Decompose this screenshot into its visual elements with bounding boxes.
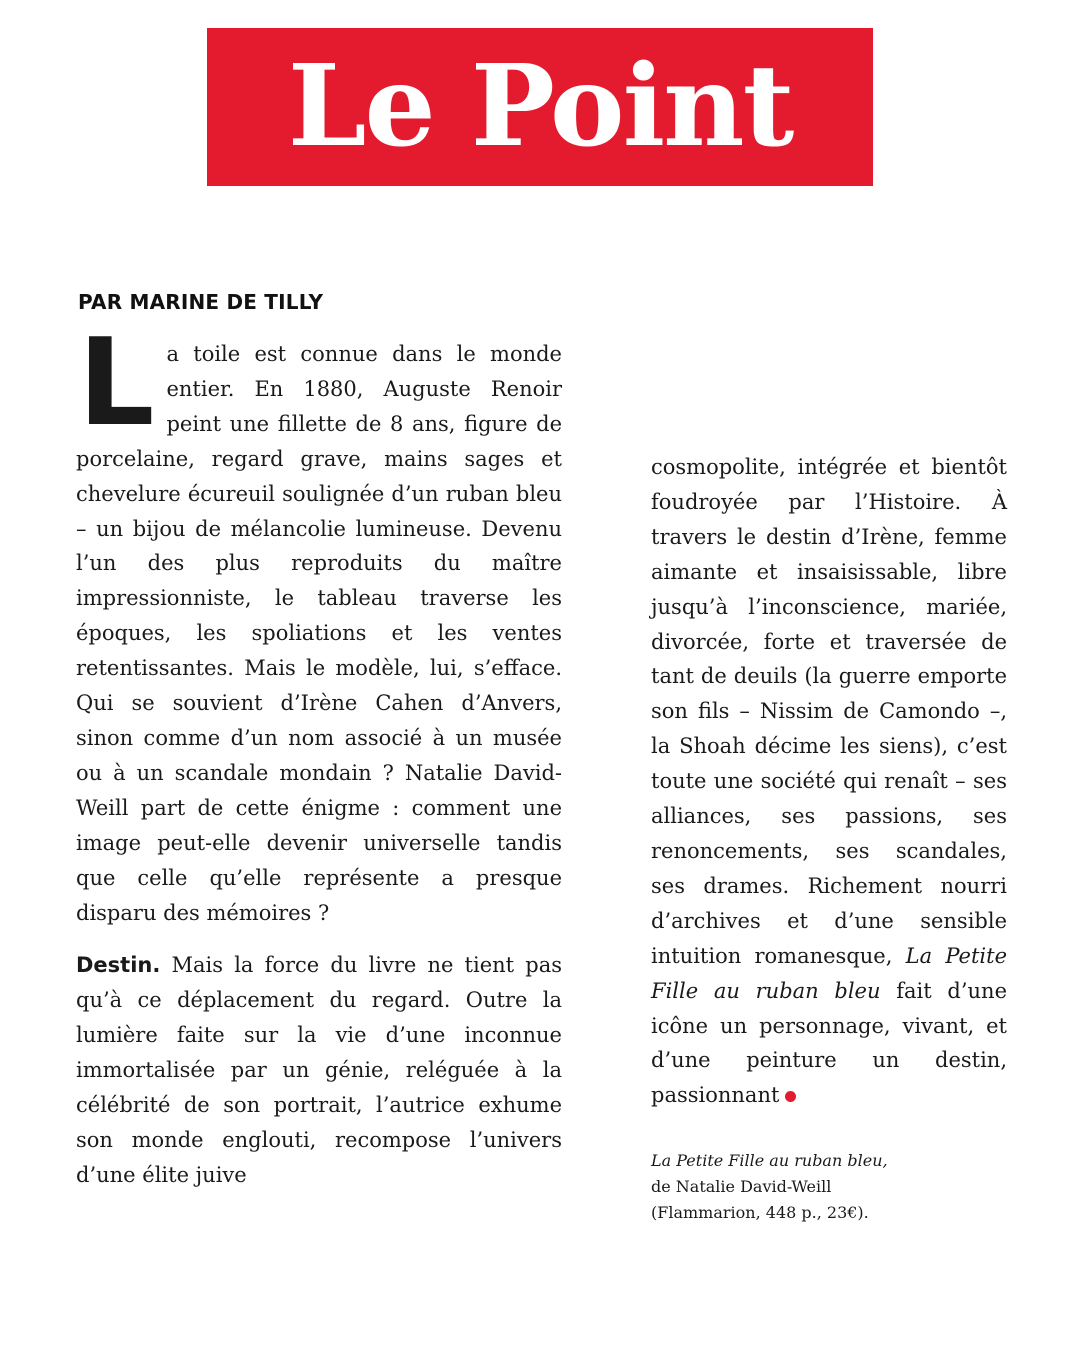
article-paragraph-2 <box>76 948 562 1192</box>
paragraph-2-text-right-b: fait d’une icône un personnage, vivant, et d’une peinture un destin, passionnant <box>651 978 1007 1108</box>
caption-book-title: La Petite Fille au ruban bleu, <box>651 1151 888 1170</box>
article-paragraph-2-continued <box>651 450 1007 1113</box>
paragraph-1-text: a toile est connue dans le monde entier. En 1880, Auguste Renoir peint une fillette de 8 ans, figure de porcelaine, regard grave, mains sages et chevelure écureuil soulignée d’un ruban bleu – un bijou de mélancolie lumineuse. Devenu l’un des plus reproduits du maître impressionniste, le tableau traverse les époques, les spoliations et les ventes retentissantes. Mais le modèle, lui, s’efface. Qui se souvient d’Irène Cahen d’Anvers, sinon comme d’un nom associé à un musée ou à un scandale mondain ? Natalie David-Weill part de cette énigme : comment une image peut-elle devenir universelle tandis que celle qu’elle représente a presque disparu des mémoires ? <box>76 342 562 925</box>
byline: PAR MARINE DE TILLY <box>78 290 324 314</box>
article-column-right <box>651 450 1007 1113</box>
end-mark-dot <box>785 1091 796 1102</box>
drop-cap: L <box>78 314 155 453</box>
article-column-left <box>76 314 562 1193</box>
caption-author: de Natalie David-Weill <box>651 1177 832 1196</box>
article-paragraph-1 <box>76 314 562 930</box>
paragraph-2-text-left: Mais la force du livre ne tient pas qu’à ce déplacement du regard. Outre la lumière faite sur la vie d’une inconnue immortalisée par un génie, reléguée à la célébrité de son portrait, l’autrice exhume son monde englouti, recompose l’univers d’une élite juive <box>76 953 562 1187</box>
book-title-inline: La Petite Fille au ruban bleu <box>651 943 1008 1003</box>
masthead-title: Le Point <box>287 41 793 172</box>
caption-details: (Flammarion, 448 p., 23€). <box>651 1203 869 1222</box>
book-caption <box>651 1148 1011 1226</box>
paragraph-2-text-right-a: cosmopolite, intégrée et bientôt foudroyée par l’Histoire. À travers le destin d’Irène, femme aimante et insaisissable, libre jusqu’à l’inconscience, mariée, divorcée, forte et traversée de tant de deuils (la guerre emporte son fils – Nissim de Camondo –, la Shoah décime les siens), c’est toute une société qui renaît – ses alliances, ses passions, ses renoncements, ses scandales, ses drames. Richement nourri d’archives et d’une sensible intuition romanesque, <box>651 455 1007 968</box>
masthead-logo <box>207 28 873 186</box>
section-subhead: Destin. <box>76 953 161 978</box>
